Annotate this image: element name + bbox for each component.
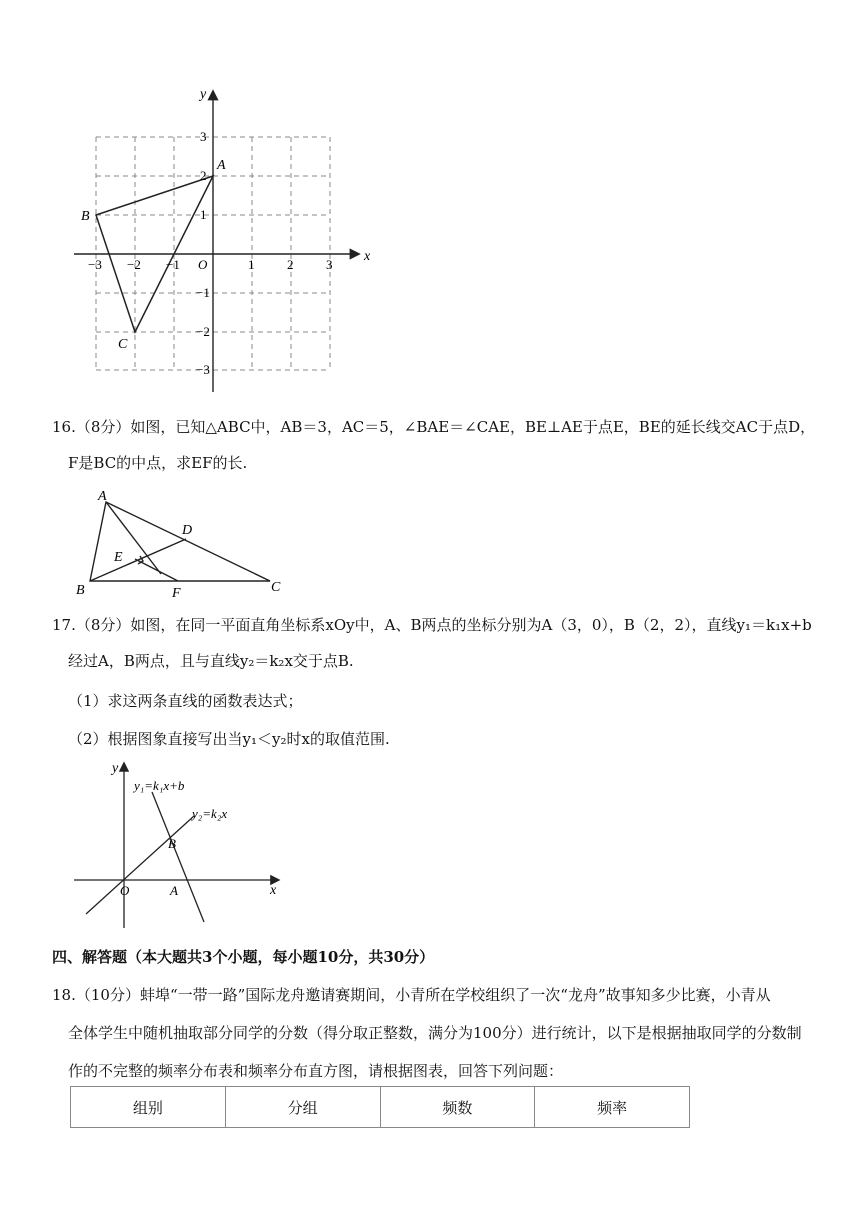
- q16-label-b: B: [76, 583, 85, 598]
- y-tick-label: −2: [196, 324, 210, 339]
- table-header-cell: 组别: [71, 1087, 226, 1128]
- x-tick-label: −1: [166, 257, 180, 272]
- q16-label-f: F: [172, 586, 181, 598]
- q16-line-2: F是BC的中点，求EF的长.: [68, 454, 248, 472]
- q16-line-1: 16.（8分）如图，已知△ABC中，AB＝3，AC＝5，∠BAE＝∠CAE，BE⊥AE于点E，BE的延长线交AC于点D，: [52, 418, 816, 436]
- y-tick-label: −3: [196, 362, 210, 377]
- q17-line-1: 17.（8分）如图，在同一平面直角坐标系xOy中，A、B两点的坐标分别为A（3，0），B（2，2），直线y₁＝k₁x+b: [52, 616, 812, 634]
- q18-line-1: 18.（10分）蚌埠“一带一路”国际龙舟邀请赛期间，小青所在学校组织了一次“龙舟”故事知多少比赛，小青从: [52, 986, 771, 1004]
- q16-label-e: E: [114, 550, 123, 565]
- x-tick-label: −2: [127, 257, 141, 272]
- q16-label-c: C: [271, 580, 281, 595]
- origin-label: O: [198, 257, 208, 272]
- table-header-cell: 频率: [535, 1087, 690, 1128]
- point-label-b: B: [81, 209, 90, 224]
- axis-label-x: x: [364, 249, 371, 264]
- q17-origin-label: O: [120, 883, 130, 898]
- y-tick-label: 1: [200, 207, 207, 222]
- x-tick-label: 2: [287, 257, 294, 272]
- q17-axis-label-x: x: [270, 883, 277, 898]
- point-label-c: C: [118, 337, 128, 352]
- q17-line-2: 经过A，B两点，且与直线y₂＝k₂x交于点B.: [68, 652, 354, 670]
- x-tick-label: 1: [248, 257, 255, 272]
- y-tick-label: 2: [200, 168, 207, 183]
- table-header-row: [71, 1087, 690, 1128]
- table-header-cell: 分组: [225, 1087, 380, 1128]
- x-tick-label: 3: [326, 257, 333, 272]
- y-tick-label: 3: [200, 129, 207, 144]
- q16-label-d: D: [182, 523, 193, 538]
- coordinate-grid-figure: [60, 80, 390, 400]
- q17-part-1: （1）求这两条直线的函数表达式；: [68, 692, 303, 710]
- x-tick-label: −3: [88, 257, 102, 272]
- line-y2: [86, 816, 194, 914]
- q18-line-2: 全体学生中随机抽取部分同学的分数（得分取正整数，满分为100分）进行统计，以下是根据抽取同学的分数制: [68, 1024, 802, 1042]
- q17-point-label-a: A: [170, 883, 178, 898]
- q16-label-a: A: [98, 489, 107, 504]
- point-label-a: A: [217, 158, 226, 173]
- triangle-figure-q16: [70, 488, 290, 598]
- q18-line-3: 作的不完整的频率分布表和频率分布直方图，请根据图表，回答下列问题：: [68, 1062, 564, 1080]
- axis-label-y: y: [200, 87, 207, 102]
- q17-axis-label-y: y: [112, 761, 119, 776]
- q17-point-label-b: B: [168, 836, 176, 851]
- q17-part-2: （2）根据图象直接写出当y₁＜y₂时x的取值范围.: [68, 730, 390, 748]
- section-heading: 四、解答题（本大题共3个小题，每小题10分，共30分）: [52, 948, 435, 966]
- y-tick-label: −1: [196, 285, 210, 300]
- line-graph-q17: [70, 758, 290, 938]
- equation-y2: y₂=k₂x: [192, 806, 228, 821]
- table-header-cell: 频数: [380, 1087, 535, 1128]
- frequency-table: [70, 1086, 690, 1128]
- equation-y1: y₁=k₁x+b: [134, 778, 185, 793]
